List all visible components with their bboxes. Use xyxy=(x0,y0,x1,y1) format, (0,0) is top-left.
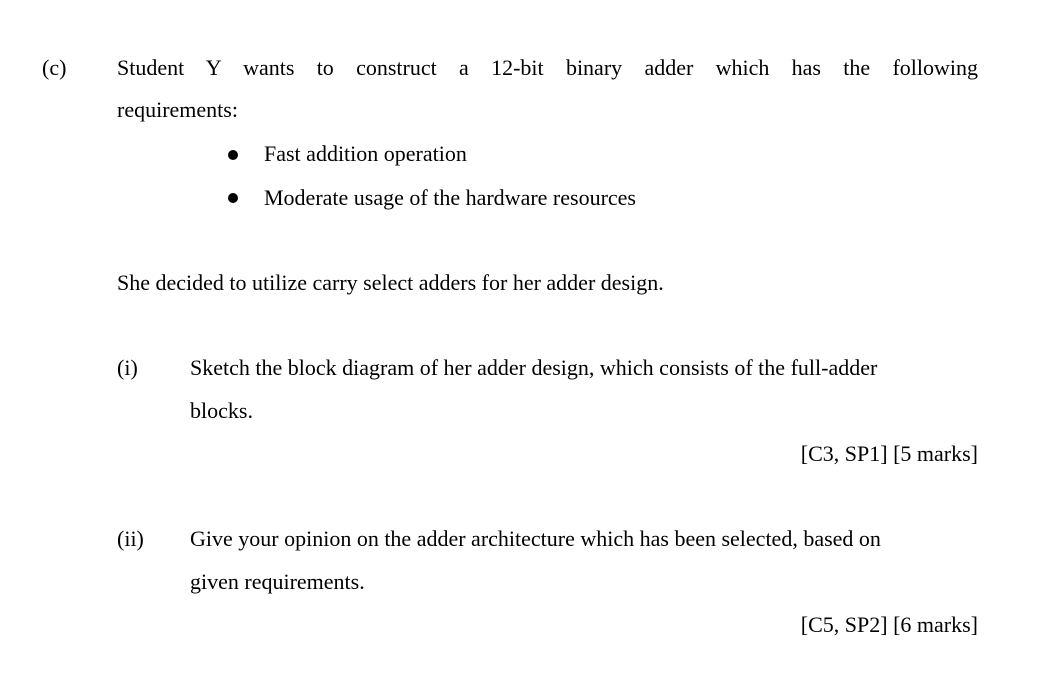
bullet-icon xyxy=(228,193,238,203)
intro-line-2: requirements: xyxy=(117,97,238,122)
requirement-text: Moderate usage of the hardware resources xyxy=(264,185,636,210)
marks-allocation: [C5, SP2] [6 marks] xyxy=(800,612,978,637)
sub-question-label: (i) xyxy=(117,355,138,380)
intro-line-1: Student Y wants to construct a 12-bit binary adder which has the following xyxy=(117,55,978,80)
marks-allocation: [C3, SP1] [5 marks] xyxy=(800,441,978,466)
question-label: (c) xyxy=(42,55,67,80)
bullet-icon xyxy=(228,150,238,160)
sub-question-line-2: blocks. xyxy=(190,398,253,423)
sub-question-line-1: Give your opinion on the adder architecture which has been selected, based on xyxy=(190,526,881,551)
requirement-text: Fast addition operation xyxy=(264,141,467,166)
sub-question-line-2: given requirements. xyxy=(190,569,365,594)
sub-question-line-1: Sketch the block diagram of her adder design, which consists of the full-adder xyxy=(190,355,878,380)
sub-question-label: (ii) xyxy=(117,526,144,551)
design-statement: She decided to utilize carry select adders for her adder design. xyxy=(117,270,664,295)
